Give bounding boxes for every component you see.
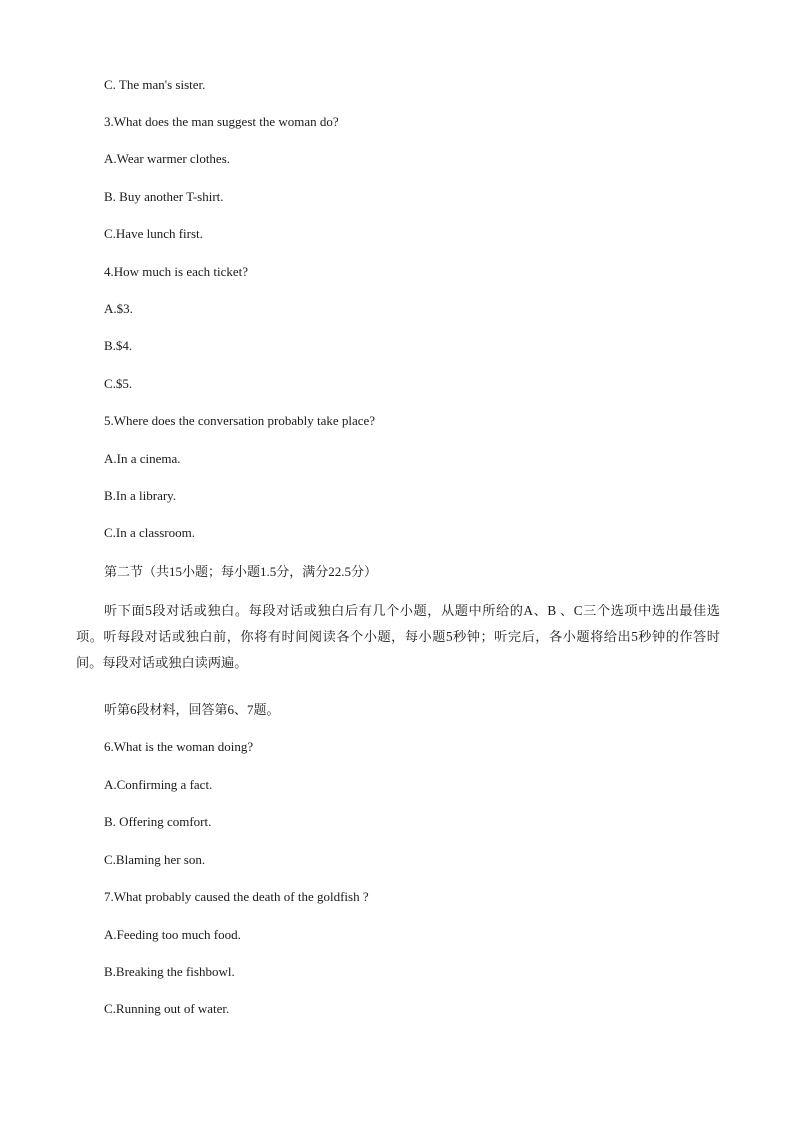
option-c-q5: C.In a classroom.	[104, 525, 195, 540]
option-b-q5: B.In a library.	[104, 488, 177, 503]
option-a-q6: A.Confirming a fact.	[104, 777, 213, 792]
option-a-q4: A.$3.	[104, 301, 133, 316]
question-4: 4.How much is each ticket?	[104, 264, 249, 279]
question-5: 5.Where does the conversation probably take place?	[104, 413, 376, 428]
option-c-q6: C.Blaming her son.	[104, 852, 206, 867]
option-a-q7: A.Feeding too much food.	[104, 927, 241, 942]
section-2-instructions: 听下面5段对话或独白。每段对话或独白后有几个小题，从题中所给的A、B 、C三个选项中选出最佳选项。听每段对话或独白前，你将有时间阅读各个小题，每小题5秒钟；听完后，各小题将给出5秒钟的作答时间。每段对话或独白读两遍。	[76, 603, 720, 670]
option-b-q3: B. Buy another T-shirt.	[104, 189, 224, 204]
option-b-q4: B.$4.	[104, 338, 133, 353]
option-a-q3: A.Wear warmer clothes.	[104, 151, 231, 166]
option-a-q5: A.In a cinema.	[104, 451, 181, 466]
option-c-q3: C.Have lunch first.	[104, 226, 203, 241]
material-6-heading: 听第6段材料，回答第6、7题。	[104, 702, 280, 717]
question-3: 3.What does the man suggest the woman do?	[104, 114, 339, 129]
section-2-heading: 第二节（共15小题；每小题1.5分，满分22.5分）	[104, 564, 378, 579]
option-b-q7: B.Breaking the fishbowl.	[104, 964, 235, 979]
question-7: 7.What probably caused the death of the goldfish ?	[104, 889, 369, 904]
option-c-q4: C.$5.	[104, 376, 133, 391]
option-b-q6: B. Offering comfort.	[104, 814, 212, 829]
option-c-q2: C. The man's sister.	[104, 77, 206, 92]
question-6: 6.What is the woman doing?	[104, 739, 254, 754]
option-c-q7: C.Running out of water.	[104, 1001, 230, 1016]
